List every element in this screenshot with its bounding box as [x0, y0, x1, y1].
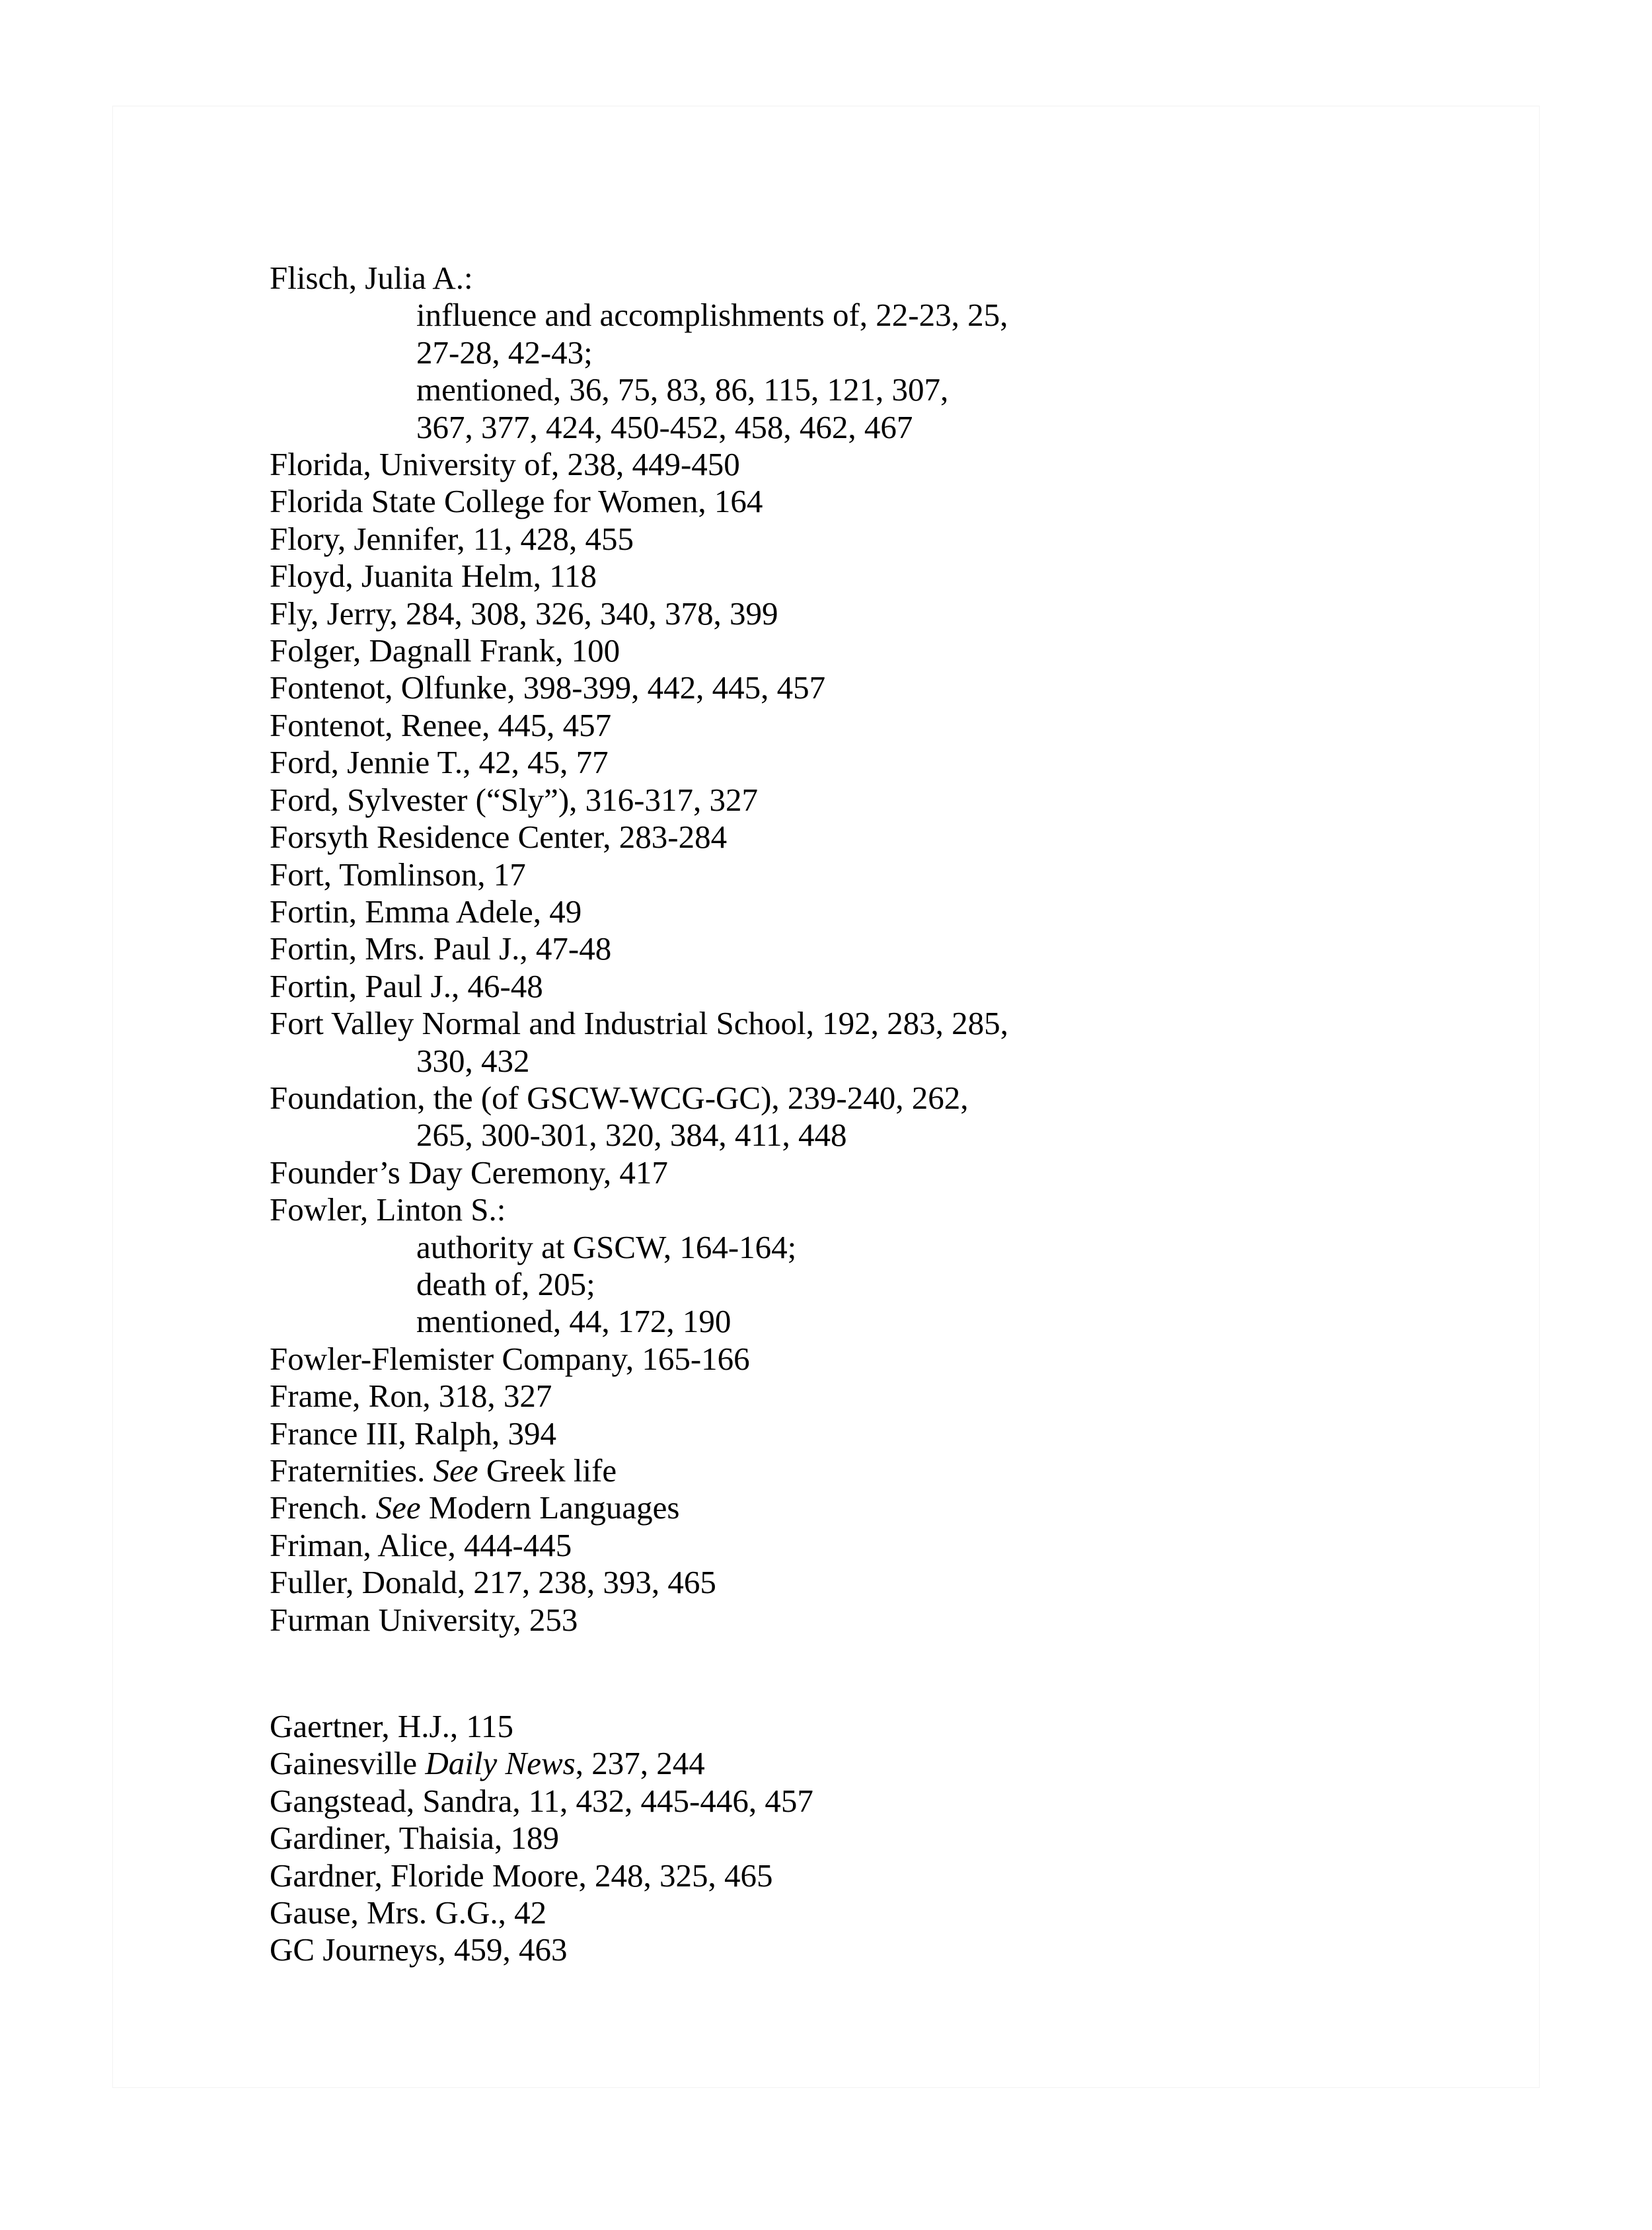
index-entry: Fort, Tomlinson, 17 — [270, 856, 526, 893]
index-entry — [270, 1005, 1525, 1080]
index-entry: Folger, Dagnall Frank, 100 — [270, 632, 620, 669]
entry-continuation: 330, 432 — [416, 1042, 530, 1079]
index-entry: Gaertner, H.J., 115 — [270, 1708, 514, 1744]
index-section-g — [270, 1708, 1525, 1969]
index-entry: Gardner, Floride Moore, 248, 325, 465 — [270, 1857, 773, 1894]
see-reference: See — [375, 1489, 421, 1526]
index-entry: Fortin, Paul J., 46-48 — [270, 967, 543, 1004]
index-entry — [270, 1452, 1525, 1489]
entry-subentry: 27-28, 42-43; — [416, 334, 593, 371]
entry-text: Modern Languages — [420, 1489, 680, 1526]
index-entry: Gardiner, Thaisia, 189 — [270, 1820, 560, 1857]
index-entry: Fontenot, Olfunke, 398-399, 442, 445, 457 — [270, 669, 826, 706]
entry-subentry: death of, 205; — [416, 1265, 595, 1302]
index-entry: Florida State College for Women, 164 — [270, 483, 763, 520]
index-entry — [270, 1191, 1525, 1341]
index-entry: GC Journeys, 459, 463 — [270, 1931, 568, 1968]
index-entry: Fuller, Donald, 217, 238, 393, 465 — [270, 1564, 716, 1601]
index-entry: Gangstead, Sandra, 11, 432, 445-446, 457 — [270, 1782, 813, 1819]
index-entry — [270, 1745, 1525, 1782]
index-entry: Forsyth Residence Center, 283-284 — [270, 819, 728, 856]
index-entry: Furman University, 253 — [270, 1601, 578, 1638]
index-entry: Fortin, Mrs. Paul J., 47-48 — [270, 930, 612, 967]
entry-heading: Flisch, Julia A.: — [270, 260, 473, 296]
publication-title: Daily News — [425, 1745, 576, 1782]
entry-subentry: mentioned, 36, 75, 83, 86, 115, 121, 307, — [416, 371, 949, 408]
entry-text: , 237, 244 — [575, 1745, 705, 1782]
entry-text: Gainesville — [270, 1745, 426, 1782]
index-entry — [270, 260, 1525, 446]
entry-text: Greek life — [478, 1452, 617, 1489]
entry-subentry: mentioned, 44, 172, 190 — [416, 1303, 732, 1340]
entry-heading: Foundation, the (of GSCW-WCG-GC), 239-240, 262, — [270, 1079, 969, 1116]
index-entry: Gause, Mrs. G.G., 42 — [270, 1894, 547, 1931]
entry-subentry: 367, 377, 424, 450-452, 458, 462, 467 — [416, 408, 913, 445]
index-entry: Fortin, Emma Adele, 49 — [270, 893, 582, 930]
index-entry — [270, 1080, 1525, 1154]
index-section-f — [270, 260, 1525, 1639]
entry-heading: Fowler, Linton S.: — [270, 1191, 506, 1228]
index-entry: Florida, University of, 238, 449-450 — [270, 446, 740, 483]
index-entry: Fly, Jerry, 284, 308, 326, 340, 378, 399 — [270, 595, 778, 632]
entry-text: Fraternities. — [270, 1452, 433, 1489]
index-entry: Ford, Jennie T., 42, 45, 77 — [270, 744, 609, 781]
index-entry — [270, 1489, 1525, 1526]
index-entry: Fontenot, Renee, 445, 457 — [270, 706, 612, 743]
entry-heading: Fort Valley Normal and Industrial School, 192, 283, 285, — [270, 1005, 1008, 1042]
index-entry: Founder’s Day Ceremony, 417 — [270, 1154, 668, 1191]
entry-subentry: authority at GSCW, 164-164; — [416, 1228, 797, 1265]
see-reference: See — [433, 1452, 478, 1489]
entry-text: French. — [270, 1489, 376, 1526]
entry-continuation: 265, 300-301, 320, 384, 411, 448 — [416, 1117, 847, 1154]
index-entry: Ford, Sylvester (“Sly”), 316-317, 327 — [270, 781, 758, 818]
entry-subentry: influence and accomplishments of, 22-23, 25, — [416, 297, 1008, 334]
index-entry: Frame, Ron, 318, 327 — [270, 1378, 552, 1415]
index-entry: Floyd, Juanita Helm, 118 — [270, 558, 597, 595]
index-entry: France III, Ralph, 394 — [270, 1415, 557, 1452]
index-entry: Friman, Alice, 444-445 — [270, 1526, 572, 1563]
index-entry: Flory, Jennifer, 11, 428, 455 — [270, 520, 634, 557]
index-entry: Fowler-Flemister Company, 165-166 — [270, 1340, 750, 1377]
